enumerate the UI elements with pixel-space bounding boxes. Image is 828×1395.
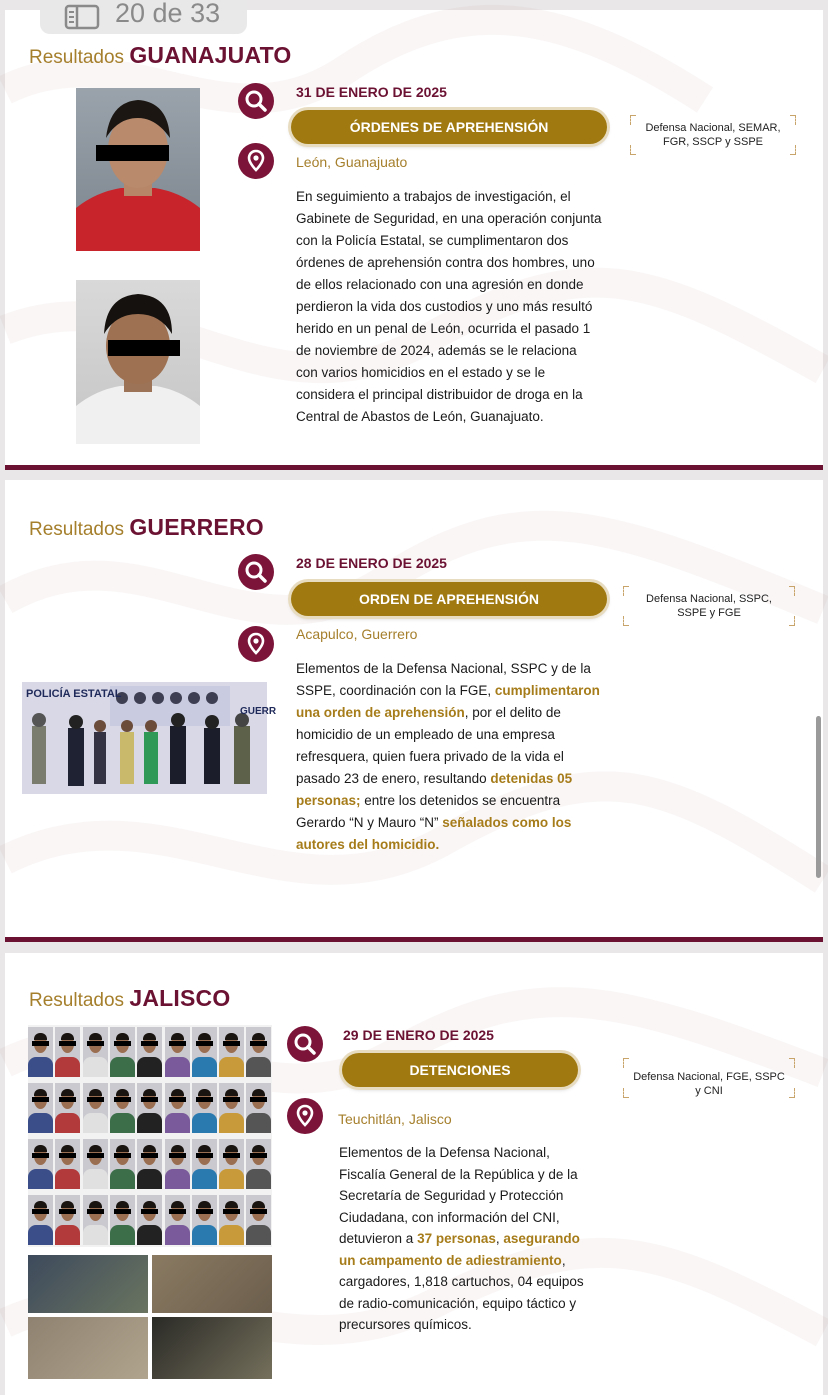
page-indicator[interactable] (40, 0, 247, 34)
mugshot (28, 1027, 53, 1077)
agency-box (630, 115, 796, 155)
censor-bar (108, 340, 180, 356)
category-pill: ÓRDENES DE APREHENSIÓN (291, 110, 607, 144)
slide-guanajuato (5, 10, 823, 470)
mugshot (219, 1083, 244, 1133)
event-description: En seguimiento a trabajos de investigación, el Gabinete de Seguridad, en una operación conjunta con la Policía Estatal, se cumplimentaron dos órdenes de aprehensión contra dos hombres, uno de ellos relacionado con una agresión en donde perdieron la vida dos custodios y uno más resultó herido en un penal de León, ocurrida el pasado 1 de noviembre de 2024, además se le relaciona con varios homicidios en el estado y se le considera el principal distribuidor de droga en la Central de Abastos de León, Guanajuato. (296, 189, 602, 424)
event-place: León, Guanajuato (296, 154, 408, 170)
event-date: 31 DE ENERO DE 2025 (296, 84, 447, 100)
mugshot (192, 1027, 217, 1077)
agency-text: Defensa Nacional, FGE, SSPC y CNI (633, 1071, 785, 1097)
photo-banner-text: GUERR (240, 706, 277, 717)
page-indicator-text: 20 de 33 (115, 0, 221, 28)
event-date: 29 DE ENERO DE 2025 (343, 1027, 494, 1043)
state-title: Resultados GUERRERO (29, 514, 264, 540)
agency-text: Defensa Nacional, SEMAR, FGR, SSCP y SSPE (645, 122, 781, 148)
mugshot (165, 1083, 190, 1133)
photo-banner-text: POLICÍA ESTATAL (26, 688, 122, 700)
category-pill: ORDEN DE APREHENSIÓN (291, 582, 607, 616)
state-title: Resultados JALISCO (29, 985, 231, 1011)
mugshot (165, 1027, 190, 1077)
map-pin-icon (287, 1098, 323, 1134)
map-pin-icon (238, 143, 274, 179)
detainees-group-photo (22, 682, 277, 794)
scrollbar[interactable] (816, 716, 821, 878)
mugshot (246, 1083, 271, 1133)
mugshot (165, 1139, 190, 1189)
censor-bar (96, 145, 169, 161)
page-icon (64, 4, 100, 30)
mugshot (137, 1195, 162, 1245)
search-icon (287, 1026, 323, 1062)
detainee-photo-1 (76, 88, 200, 251)
map-pin-icon (238, 626, 274, 662)
slide-jalisco (5, 953, 823, 1395)
state-title: Resultados GUANAJUATO (29, 42, 292, 68)
search-icon (238, 554, 274, 590)
mugshot (137, 1027, 162, 1077)
mugshot (192, 1195, 217, 1245)
mugshot (246, 1195, 271, 1245)
event-description: Elementos de la Defensa Nacional, SSPC y de la SSPE, coordinación con la FGE, cumplimentaron una orden de aprehensión, por el delito de homicidio de un empleado de una empresa refresquera, quien fuera privado de la vida el pasado 23 de enero, resultando detenidas 05 personas; entre los detenidos se encuentra Gerardo “N y Mauro “N” señalados como los autores del homicidio. (296, 661, 600, 852)
mugshot (192, 1139, 217, 1189)
mugshot (83, 1195, 108, 1245)
slide-divider (5, 937, 823, 942)
agency-box (623, 1058, 795, 1098)
mugshot (28, 1195, 53, 1245)
mugshot (83, 1139, 108, 1189)
mugshot (110, 1027, 135, 1077)
detainees-grid-photo (28, 1025, 272, 1247)
mugshot (55, 1195, 80, 1245)
mugshot (137, 1083, 162, 1133)
mugshot (219, 1027, 244, 1077)
slide-divider (5, 465, 823, 470)
event-place: Acapulco, Guerrero (296, 626, 418, 642)
mugshot (246, 1027, 271, 1077)
event-place: Teuchitlán, Jalisco (338, 1111, 452, 1127)
mugshot (219, 1139, 244, 1189)
mugshot (219, 1195, 244, 1245)
agency-text: Defensa Nacional, SSPC, SSPE y FGE (646, 593, 772, 619)
mugshot (55, 1083, 80, 1133)
mugshot (55, 1139, 80, 1189)
seized-items-photo (28, 1255, 272, 1379)
category-pill: DETENCIONES (342, 1053, 578, 1087)
agency-box (623, 586, 795, 626)
mugshot (246, 1139, 271, 1189)
mugshot (192, 1083, 217, 1133)
mugshot (83, 1027, 108, 1077)
search-icon (238, 83, 274, 119)
mugshot (83, 1083, 108, 1133)
mugshot (110, 1139, 135, 1189)
mugshot (165, 1195, 190, 1245)
mugshot (137, 1139, 162, 1189)
mugshot (110, 1083, 135, 1133)
event-date: 28 DE ENERO DE 2025 (296, 555, 447, 571)
slide-guerrero (5, 480, 823, 942)
detainee-photo-2 (76, 280, 200, 444)
event-description: Elementos de la Defensa Nacional, Fiscalía General de la República y de la Secretaría de Seguridad y Protección Ciudadana, con información del CNI, detuvieron a 37 personas, asegurando un campamento de adiestramiento, cargadores, 1,818 cartuchos, 04 equipos de radio-comunicación, equipo táctico y precursores químicos. (339, 1145, 584, 1332)
mugshot (110, 1195, 135, 1245)
mugshot (28, 1083, 53, 1133)
mugshot (55, 1027, 80, 1077)
mugshot (28, 1139, 53, 1189)
